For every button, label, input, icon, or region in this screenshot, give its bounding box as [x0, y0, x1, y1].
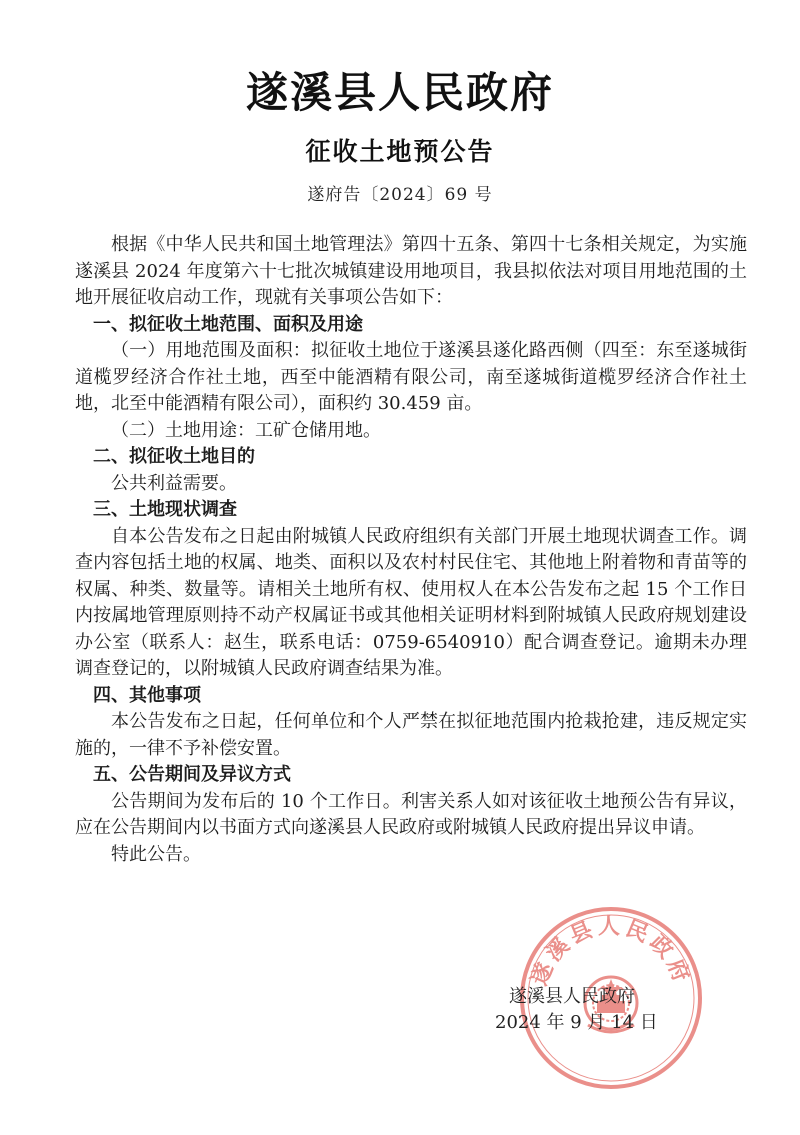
seal-text: 遂溪县人民政府	[527, 914, 695, 990]
section-4-text: 本公告发布之日起，任何单位和个人严禁在拟征地范围内抢栽抢建，违反规定实施的，一律不予补偿安置。	[75, 711, 747, 759]
signature-organization: 遂溪县人民政府	[509, 986, 635, 1007]
section-5-heading: 五、公告期间及异议方式	[93, 764, 291, 785]
section-1-item-2: （二）土地用途：工矿仓储用地。	[111, 419, 381, 441]
section-3-text: 自本公告发布之日起由附城镇人民政府组织有关部门开展土地现状调查工作。调查内容包括土地的权属、地类、面积以及农村村民住宅、其他地上附着物和青苗等的权属、种类、数量等。请相关土地所有权、使用权人在本公告发布之起 15 个工作日内按属地管理原则持不动产权属证书或其他相关证明材料到附城镇人民政府规划建设办公室（联系人：赵生，联系电话：0759-6540910）配合调查登记。逾期未办理调查登记的，以附城镇人民政府调查结果为准。	[75, 525, 747, 679]
intro-paragraph: 根据《中华人民共和国土地管理法》第四十五条、第四十七条相关规定，为实施遂溪县 2024 年度第六十七批次城镇建设用地项目，我县拟依法对项目用地范围的土地开展征收启动工作，现就有关事项公告如下：	[75, 234, 747, 308]
closing-line: 特此公告。	[111, 843, 201, 865]
section-1-heading: 一、拟征收土地范围、面积及用途	[93, 313, 363, 335]
notice-subtitle: 征收土地预公告	[305, 137, 495, 166]
section-4-heading: 四、其他事项	[93, 684, 201, 706]
section-2-heading: 二、拟征收土地目的	[93, 446, 255, 467]
section-5-text: 公告期间为发布后的 10 个工作日。利害关系人如对该征收土地预公告有异议，应在公告期间内以书面方式向遂溪县人民政府或附城镇人民政府提出异议申请。	[75, 790, 747, 838]
issuer-title: 遂溪县人民政府	[245, 68, 554, 117]
signature-date: 2024 年 9 月 14 日	[495, 1012, 658, 1033]
document-number: 遂府告〔2024〕69 号	[307, 185, 493, 205]
section-3-heading: 三、土地现状调查	[93, 499, 237, 520]
section-1-item-1: （一）用地范围及面积：拟征收土地位于遂溪县遂化路西侧（四至：东至遂城街道榄罗经济合作社土地，西至中能酒精有限公司，南至遂城街道榄罗经济合作社土地，北至中能酒精有限公司），面积约 30.459 亩。	[75, 340, 747, 414]
section-2-text: 公共利益需要。	[111, 472, 237, 494]
signature-block	[495, 984, 715, 1036]
notice-body	[75, 232, 747, 868]
